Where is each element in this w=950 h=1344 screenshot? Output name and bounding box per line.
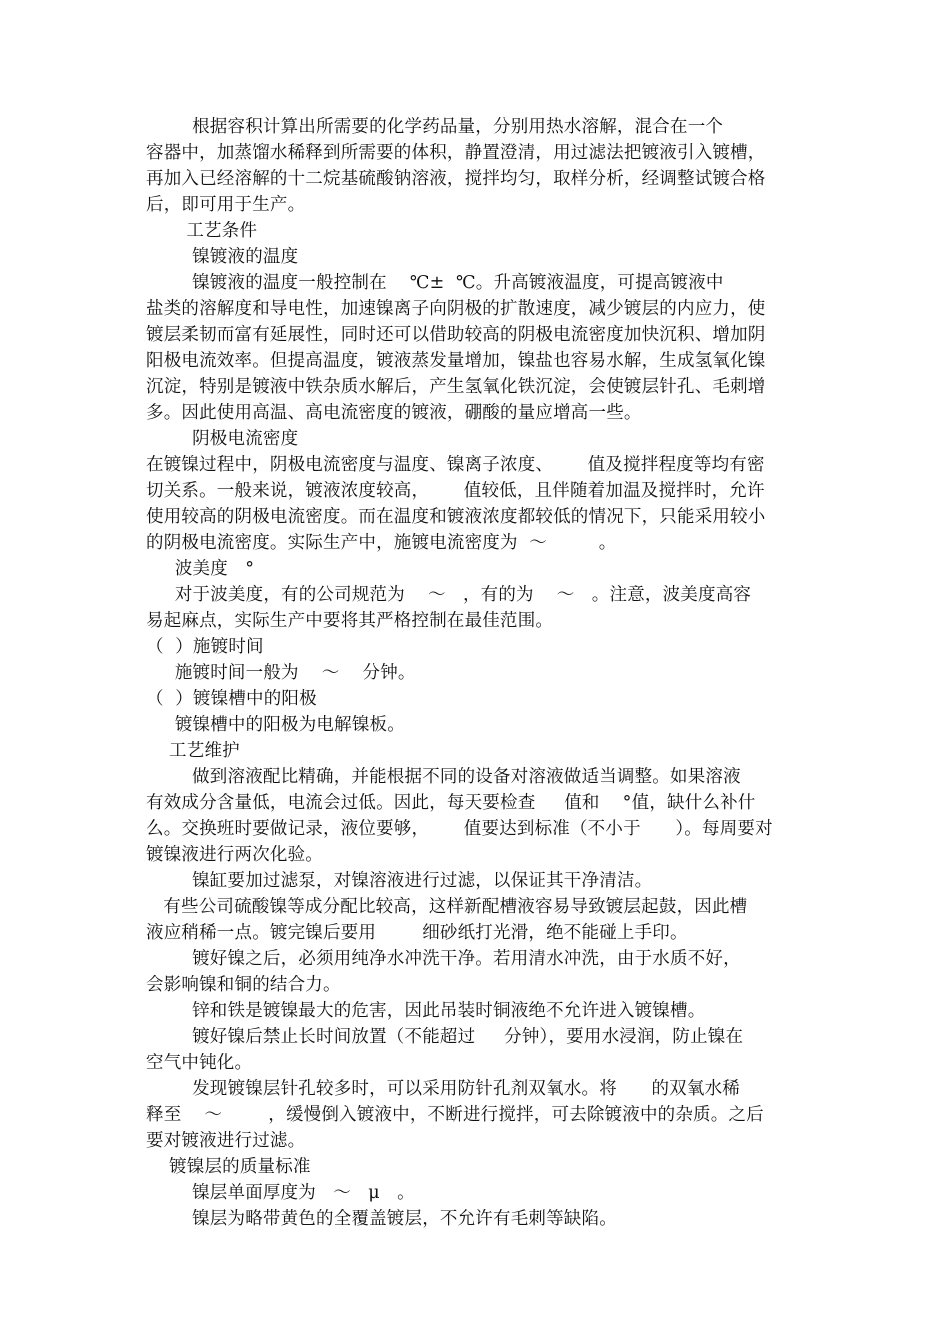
subsection-heading: 阴极电流密度 — [146, 429, 299, 449]
subsection-heading: 波美度 ° — [146, 559, 255, 579]
text-line: 镍层为略带黄色的全覆盖镀层，不允许有毛刺等缺陷。 — [146, 1209, 617, 1229]
subsection-heading: 镍镀液的温度 — [146, 247, 299, 267]
text-line: 对于波美度，有的公司规范为 ～ ，有的为 ～ 。注意，波美度高容 — [146, 585, 752, 605]
text-line: 液应稍稀一点。镀完镍后要用 细砂纸打光滑，绝不能碰上手印。 — [146, 923, 688, 943]
text-line: 镍缸要加过滤泵，对镍溶液进行过滤，以保证其干净清洁。 — [146, 871, 653, 891]
text-line: 切关系。一般来说，镀液浓度较高， 值较低，且伴随着加温及搅拌时，允许 — [146, 481, 765, 501]
text-line: 有些公司硫酸镍等成分配比较高，这样新配槽液容易导致镀层起鼓，因此槽 — [146, 897, 748, 917]
text-line: 镀层柔韧而富有延展性，同时还可以借助较高的阴极电流密度加快沉积、增加阴 — [146, 325, 766, 345]
text-line: 根据容积计算出所需要的化学药品量，分别用热水溶解，混合在一个 — [146, 117, 724, 137]
text-line: 阳极电流效率。但提高温度，镀液蒸发量增加，镍盐也容易水解，生成氢氧化镍 — [146, 351, 766, 371]
section-heading: 工艺维护 — [146, 741, 240, 761]
text-line: 镀镍液进行两次化验。 — [146, 845, 323, 865]
text-line: 容器中，加蒸馏水稀释到所需要的体积，静置澄清，用过滤法把镀液引入镀槽， — [146, 143, 766, 163]
text-line: 后，即可用于生产。 — [146, 195, 306, 215]
text-line: 镍层单面厚度为 ～ μ 。 — [146, 1183, 415, 1203]
text-line: 要对镀液进行过滤。 — [146, 1131, 306, 1151]
text-line: 在镀镍过程中，阴极电流密度与温度、镍离子浓度、 值及搅拌程度等均有密 — [146, 455, 765, 475]
text-line: 盐类的溶解度和导电性，加速镍离子向阴极的扩散速度，减少镀层的内应力，使 — [146, 299, 766, 319]
text-line: 空气中钝化。 — [146, 1053, 253, 1073]
section-heading: 镀镍层的质量标准 — [146, 1157, 311, 1177]
text-line: 会影响镍和铜的结合力。 — [146, 975, 341, 995]
text-line: 锌和铁是镀镍最大的危害，因此吊装时铜液绝不允许进入镀镍槽。 — [146, 1001, 706, 1021]
text-line: 有效成分含量低，电流会过低。因此，每天要检查 值和 °值，缺什么补什 — [146, 793, 756, 813]
text-line: 发现镀镍层针孔较多时，可以采用防针孔剂双氧水。将 的双氧水稀 — [146, 1079, 740, 1099]
text-line: 镀好镍之后，必须用纯净水冲洗干净。若用清水冲洗，由于水质不好， — [146, 949, 741, 969]
text-line: 多。因此使用高温、高电流密度的镀液，硼酸的量应增高一些。 — [146, 403, 642, 423]
section-heading: 工艺条件 — [146, 221, 258, 241]
text-line: 镀镍槽中的阳极为电解镍板。 — [146, 715, 405, 735]
text-line: 镀好镍后禁止长时间放置（不能超过 分钟），要用水浸润，防止镍在 — [146, 1027, 744, 1047]
text-line: 易起麻点，实际生产中要将其严格控制在最佳范围。 — [146, 611, 554, 631]
text-line: 再加入已经溶解的十二烷基硫酸钠溶液，搅拌均匀，取样分析，经调整试镀合格 — [146, 169, 766, 189]
text-line: 沉淀，特别是镀液中铁杂质水解后，产生氢氧化铁沉淀，会使镀层针孔、毛刺增 — [146, 377, 766, 397]
text-line: 做到溶液配比精确，并能根据不同的设备对溶液做适当调整。如果溶液 — [146, 767, 741, 787]
text-line: 镍镀液的温度一般控制在 ℃± ℃。升高镀液温度，可提高镀液中 — [146, 273, 724, 293]
text-line: 使用较高的阴极电流密度。而在温度和镀液浓度都较低的情况下，只能采用较小 — [146, 507, 766, 527]
subsection-heading: （ ）镀镍槽中的阳极 — [146, 689, 317, 709]
text-line: 释至 ～ ，缓慢倒入镀液中，不断进行搅拌，可去除镀液中的杂质。之后 — [146, 1105, 764, 1125]
text-line: 的阴极电流密度。实际生产中，施镀电流密度为 ～ 。 — [146, 533, 617, 553]
text-line: 施镀时间一般为 ～ 分钟。 — [146, 663, 416, 683]
text-line: 么。交换班时要做记录，液位要够， 值要达到标准（不小于 ）。每周要对 — [146, 819, 773, 839]
subsection-heading: （ ）施镀时间 — [146, 637, 264, 657]
